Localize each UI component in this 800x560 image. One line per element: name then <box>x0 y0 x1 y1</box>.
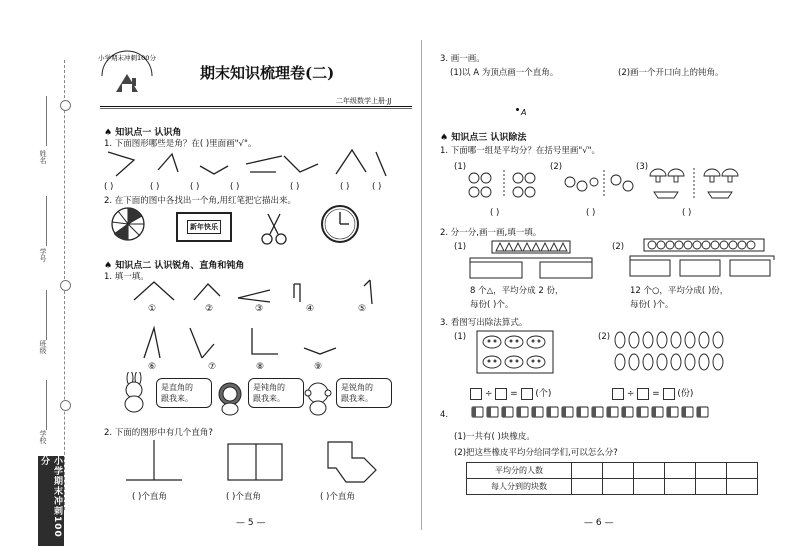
binding-hole <box>60 280 71 291</box>
class-label: 班级 <box>39 340 47 354</box>
angle-number: ⑧ <box>256 362 265 372</box>
sub-label: (2) <box>612 242 625 252</box>
school-label: 学校 <box>39 430 47 444</box>
binding-hole <box>60 100 71 111</box>
answer-box[interactable] <box>637 388 649 400</box>
bowls-picture <box>476 330 556 376</box>
circles-text[interactable]: 12 个○，平均分成( )份， <box>630 286 729 296</box>
scissors-icon <box>258 212 290 246</box>
rabbit-icon <box>118 372 154 414</box>
binding-hole <box>60 400 71 411</box>
name-label: 姓名 <box>39 150 47 164</box>
right-angle-count[interactable]: ( )个直角 <box>132 492 167 502</box>
angle-number: ① <box>148 304 157 314</box>
brand-stripe: 小学期末冲刺100分 <box>38 456 64 546</box>
erasers-share-question: (2)把这些橡皮平均分给同学们,可以怎么分? <box>454 448 618 458</box>
speech-bubble-acute-angle: 是锐角的 跟我来。 <box>336 378 392 408</box>
new-year-banner: 新年快乐 <box>176 212 232 242</box>
even-share-answer[interactable]: ( ) <box>490 208 500 218</box>
division-question-2: 2. 分一分,画一画,填一填。 <box>440 228 542 238</box>
angle-shapes-row <box>104 146 404 184</box>
angle-number: ⑤ <box>358 304 367 314</box>
answer-box[interactable] <box>521 388 533 400</box>
draw-right-angle: (1)以 A 为顶点画一个直角。 <box>450 68 559 78</box>
grade-subtitle: 二年级数学上册·JJ <box>336 97 392 105</box>
answer-paren[interactable]: ( ) <box>104 182 114 192</box>
pie-fan-icon <box>110 206 146 242</box>
class-line <box>46 290 47 340</box>
header-rule <box>100 106 412 107</box>
angle-number: ② <box>205 304 214 314</box>
page-number-left: — 5 — <box>236 518 266 528</box>
sub-label: (1) <box>454 242 467 252</box>
answer-paren[interactable]: ( ) <box>190 182 200 192</box>
point-a <box>516 108 519 111</box>
even-share-answer[interactable]: ( ) <box>586 208 596 218</box>
equation-2: ÷ = (份) <box>612 386 693 400</box>
point-a-label: A <box>521 108 527 117</box>
header-rule-thin <box>100 108 412 109</box>
id-line <box>46 196 47 246</box>
answer-paren[interactable]: ( ) <box>340 182 350 192</box>
group-label: (3) <box>636 162 649 172</box>
right-angle-count[interactable]: ( )个直角 <box>320 492 355 502</box>
angle-number: ⑨ <box>314 362 323 372</box>
knowledge-point-2: ♠ 知识点二 认识锐角、直角和钝角 <box>104 261 245 271</box>
leaves-picture <box>612 330 732 374</box>
table-row <box>467 463 758 479</box>
erasers-row <box>470 404 720 420</box>
draw-obtuse-angle: (2)画一个开口向上的钝角。 <box>618 68 724 78</box>
knowledge-point-1: ♠ 知识点一 认识角 <box>104 128 182 138</box>
triangles-bracket <box>468 240 608 280</box>
fill-in-heading: 1. 填一填。 <box>104 272 149 282</box>
question-2-text: 2. 在下面的图中各找出一个角,用红笔把它描出来。 <box>104 196 297 206</box>
answer-box[interactable] <box>612 388 624 400</box>
angle-number: ④ <box>306 304 315 314</box>
sub-label: (2) <box>598 332 611 342</box>
clock-icon <box>320 204 360 244</box>
student-id-label: 学号 <box>39 248 47 262</box>
speech-bubble-right-angle: 是直角的 跟我来。 <box>156 378 212 408</box>
lion-icon <box>214 380 246 416</box>
answer-paren[interactable]: ( ) <box>230 182 240 192</box>
division-question-4: 4. <box>440 410 449 420</box>
right-angle-shapes <box>124 438 394 486</box>
logo-emblem <box>96 46 158 98</box>
answer-box[interactable] <box>495 388 507 400</box>
table-header: 平均分的人数 <box>467 463 572 479</box>
animal-group-2 <box>562 168 636 200</box>
angle-number: ⑥ <box>148 362 157 372</box>
angle-number: ⑦ <box>208 362 217 372</box>
division-question-1: 1. 下面哪一组是平均分？在括号里画"√"。 <box>440 146 601 156</box>
angles-row-2 <box>140 324 340 360</box>
page-number-right: — 6 — <box>584 518 614 528</box>
equation-unit-2: (份) <box>677 389 694 399</box>
table-row <box>467 479 758 495</box>
sub-label: (1) <box>454 332 467 342</box>
monkey-icon <box>302 380 334 416</box>
knowledge-point-3: ♠ 知识点三 认识除法 <box>440 133 527 143</box>
angle-number: ③ <box>255 304 264 314</box>
page-divider <box>421 40 422 530</box>
mushroom-group <box>648 166 744 200</box>
animal-group-1 <box>466 168 546 200</box>
circles-answer[interactable]: 每份( )个。 <box>630 300 674 310</box>
table-header: 每人分到的块数 <box>467 479 572 495</box>
answer-box[interactable] <box>663 388 675 400</box>
speech-bubble-obtuse-angle: 是钝角的 跟我来。 <box>248 378 304 408</box>
division-question-3: 3. 看图写出除法算式。 <box>440 318 528 328</box>
answer-paren[interactable]: ( ) <box>150 182 160 192</box>
name-line <box>46 96 47 146</box>
right-angle-question: 2. 下面的图形中有几个直角? <box>104 428 213 438</box>
answer-box[interactable] <box>470 388 482 400</box>
right-angle-count[interactable]: ( )个直角 <box>226 492 261 502</box>
page-title: 期末知识梳理卷(二) <box>200 64 335 82</box>
triangles-answer[interactable]: 每份( )个。 <box>470 300 514 310</box>
triangles-text: 8 个△，平均分成 2 份， <box>470 286 564 296</box>
question-1-text: 1. 下面图形哪些是角？在( )里面画"√"。 <box>104 139 257 149</box>
group-label: (1) <box>454 162 467 172</box>
erasers-total[interactable]: (1)一共有( )块橡皮。 <box>454 432 535 442</box>
school-line <box>46 380 47 430</box>
answer-paren[interactable]: ( ) <box>372 182 382 192</box>
equation-1: ÷ = (个) <box>470 386 551 400</box>
group-label: (2) <box>550 162 563 172</box>
even-share-answer[interactable]: ( ) <box>682 208 692 218</box>
equation-unit-1: (个) <box>535 389 552 399</box>
share-table <box>466 462 758 495</box>
circles-bracket <box>628 238 778 278</box>
answer-paren[interactable]: ( ) <box>290 182 300 192</box>
draw-question: 3. 画一画。 <box>440 54 485 64</box>
svg-text:小学期末冲刺100分: 小学期末冲刺100分 <box>98 54 156 62</box>
